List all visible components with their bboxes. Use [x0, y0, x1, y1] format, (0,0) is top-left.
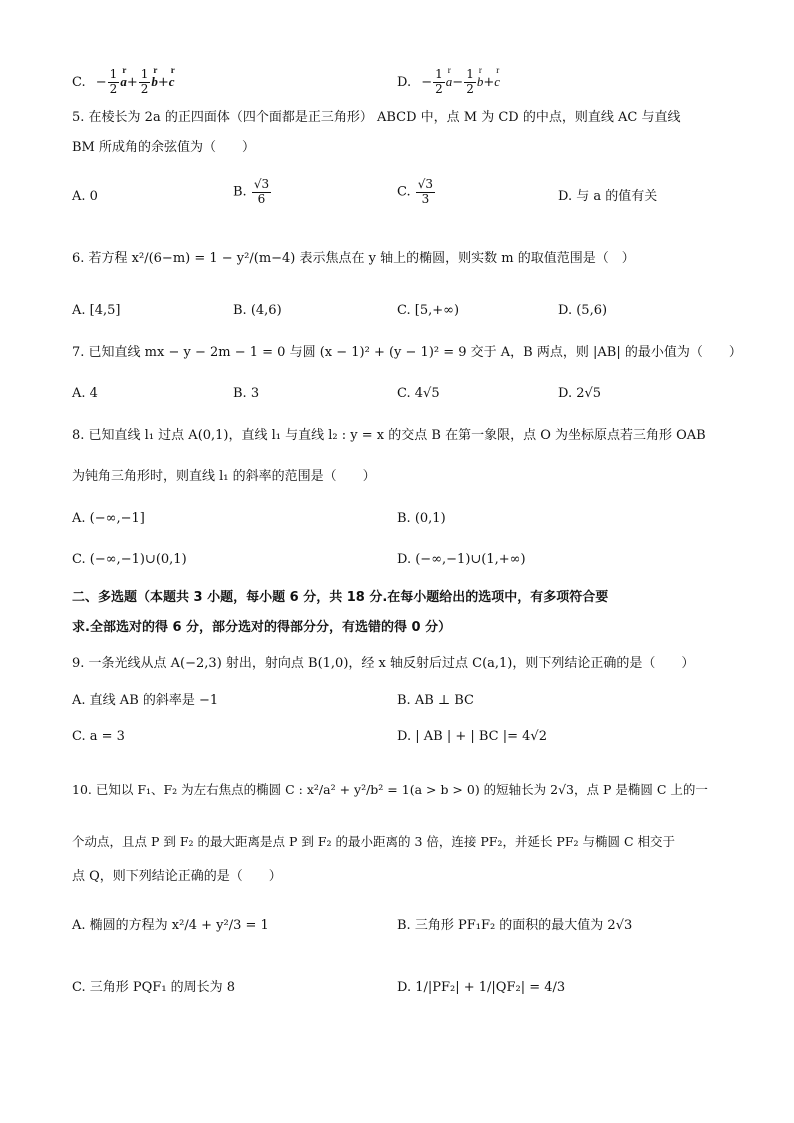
section-heading-line1: 二、多选题（本题共 3 小题，每小题 6 分，共 18 分.在每小题给出的选项中，有多项符合要 [72, 590, 609, 605]
q9-stem: 9. 一条光线从点 A(−2,3) 射出，射向点 B(1,0)，经 x 轴反射后过点 C(a,1)，则下列结论正确的是（ ） [72, 656, 695, 671]
q10-stem-line3: 点 Q，则下列结论正确的是（ ） [72, 869, 282, 884]
option-expr: − $\frac{1}{2}$ r a− $\frac{1}{2}$ r b+ r c [421, 64, 501, 96]
q4-option-d[interactable] [397, 64, 501, 97]
q10-stem-line1: 10. 已知以 F₁、F₂ 为左右焦点的椭圆 C : x²/a² + y²/b² = 1(a > b > 0) 的短轴长为 2√3，点 P 是椭圆 C 上的一 [72, 782, 708, 797]
q7-option-c[interactable]: C. 4√5 [397, 386, 440, 401]
q5-stem-line1: 5. 在棱长为 2a 的正四面体（四个面都是正三角形） ABCD 中，点 M 为 CD 的中点，则直线 AC 与直线 [72, 110, 681, 125]
section-heading-line2: 求.全部选对的得 6 分，部分选对的得部分分，有选错的得 0 分） [72, 620, 452, 635]
q5-option-d[interactable]: D. 与 a 的值有关 [558, 189, 658, 204]
q7-stem: 7. 已知直线 mx − y − 2m − 1 = 0 与圆 (x − 1)² + (y − 1)² = 9 交于 A，B 两点，则 |AB| 的最小值为（ ） [72, 345, 742, 360]
q7-option-a[interactable]: A. 4 [72, 386, 98, 401]
q6-option-a[interactable]: A. [4,5] [72, 303, 121, 318]
q10-option-c[interactable]: C. 三角形 PQF₁ 的周长为 8 [72, 980, 236, 995]
q6-option-b[interactable]: B. (4,6) [233, 303, 282, 318]
q9-option-c[interactable]: C. a = 3 [72, 729, 125, 744]
q9-option-d[interactable]: D. | AB | + | BC |= 4√2 [397, 729, 547, 744]
q5-stem-line2: BM 所成角的余弦值为（ ） [72, 140, 255, 155]
q5-option-a[interactable]: A. 0 [72, 189, 98, 204]
q5-option-c[interactable]: C. $\frac{√3}{3}$ [397, 177, 434, 206]
q8-option-b[interactable]: B. (0,1) [397, 511, 446, 526]
q8-stem-line2: 为钝角三角形时，则直线 l₁ 的斜率的范围是（ ） [72, 469, 376, 484]
q9-option-a[interactable]: A. 直线 AB 的斜率是 −1 [72, 693, 219, 708]
q9-option-b[interactable]: B. AB ⊥ BC [397, 693, 475, 708]
q6-option-c[interactable]: C. [5,+∞) [397, 303, 460, 318]
q6-stem: 6. 若方程 x²/(6−m) = 1 − y²/(m−4) 表示焦点在 y 轴上的椭圆，则实数 m 的取值范围是（ ） [72, 251, 635, 266]
q5-option-b[interactable]: B. $\frac{√3}{6}$ [233, 177, 270, 206]
q7-option-d[interactable]: D. 2√5 [558, 386, 602, 401]
q8-option-c[interactable]: C. (−∞,−1)∪(0,1) [72, 552, 187, 567]
option-expr: − $\frac{1}{2}$ r a+ $\frac{1}{2}$ r b+ r c [95, 64, 175, 96]
q8-stem-line1: 8. 已知直线 l₁ 过点 A(0,1)，直线 l₁ 与直线 l₂ : y = x 的交点 B 在第一象限，点 O 为坐标原点若三角形 OAB [72, 428, 706, 443]
q7-option-b[interactable]: B. 3 [233, 386, 260, 401]
q6-option-d[interactable]: D. (5,6) [558, 303, 608, 318]
q10-option-a[interactable]: A. 椭圆的方程为 x²/4 + y²/3 = 1 [72, 918, 269, 933]
option-label: D. [397, 74, 412, 90]
q8-option-d[interactable]: D. (−∞,−1)∪(1,+∞) [397, 552, 526, 567]
option-label: C. [72, 74, 86, 90]
q4-option-c[interactable] [72, 64, 175, 97]
q10-option-d[interactable]: D. 1/|PF₂| + 1/|QF₂| = 4/3 [397, 980, 566, 995]
q10-option-b[interactable]: B. 三角形 PF₁F₂ 的面积的最大值为 2√3 [397, 918, 633, 933]
q8-option-a[interactable]: A. (−∞,−1] [72, 511, 145, 526]
q10-stem-line2: 个动点，且点 P 到 F₂ 的最大距离是点 P 到 F₂ 的最小距离的 3 倍，连接 PF₂，并延长 PF₂ 与椭圆 C 相交于 [72, 834, 675, 849]
